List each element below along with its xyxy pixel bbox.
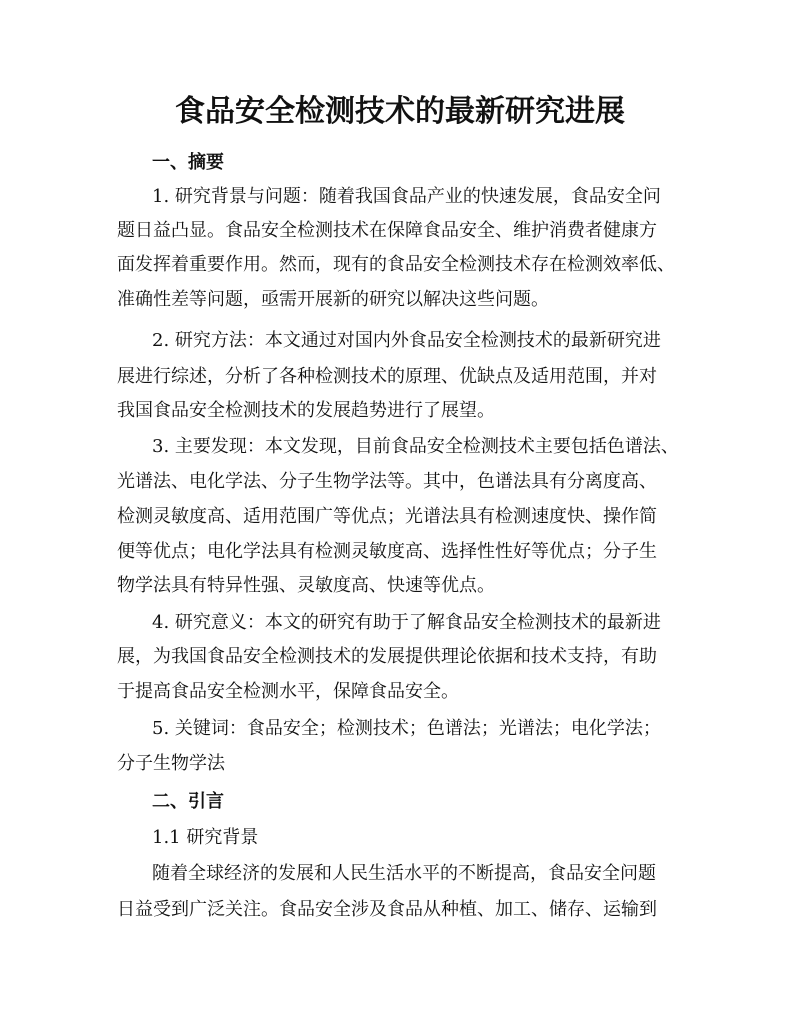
paragraph-line: 随着全球经济的发展和人民生活水平的不断提高，食品安全问题 xyxy=(152,863,656,884)
paragraph-line: 题日益凸显。食品安全检测技术在保障食品安全、维护消费者健康方 xyxy=(117,220,657,241)
paragraph-line: 便等优点；电化学法具有检测灵敏度高、选择性性好等优点；分子生 xyxy=(117,541,657,562)
subsection-heading: 1.1 研究背景 xyxy=(152,827,259,848)
section-heading-introduction: 二、引言 xyxy=(152,791,224,812)
paragraph-line: 检测灵敏度高、适用范围广等优点；光谱法具有检测速度快、操作简 xyxy=(117,506,657,527)
paragraph-line: 日益受到广泛关注。食品安全涉及食品从种植、加工、储存、运输到 xyxy=(117,899,657,920)
paragraph-line: 面发挥着重要作用。然而，现有的食品安全检测技术存在检测效率低、 xyxy=(117,254,675,275)
paragraph-line: 准确性差等问题，亟需开展新的研究以解决这些问题。 xyxy=(117,289,549,310)
paragraph-line: 1. 研究背景与问题：随着我国食品产业的快速发展，食品安全问 xyxy=(152,186,661,207)
paragraph-line: 展，为我国食品安全检测技术的发展提供理论依据和技术支持，有助 xyxy=(117,646,657,667)
paragraph-line: 分子生物学法 xyxy=(117,753,225,774)
section-heading-abstract: 一、摘要 xyxy=(152,152,224,173)
paragraph-line: 5. 关键词：食品安全；检测技术；色谱法；光谱法；电化学法； xyxy=(152,718,661,739)
paragraph-line: 3. 主要发现：本文发现，目前食品安全检测技术主要包括色谱法、 xyxy=(152,436,679,457)
paragraph-line: 物学法具有特异性强、灵敏度高、快速等优点。 xyxy=(117,575,495,596)
paragraph-line: 2. 研究方法：本文通过对国内外食品安全检测技术的最新研究进 xyxy=(152,330,661,351)
paragraph-line: 展进行综述，分析了各种检测技术的原理、优缺点及适用范围，并对 xyxy=(117,366,657,387)
paragraph-line: 于提高食品安全检测水平，保障食品安全。 xyxy=(117,681,459,702)
document-title: 食品安全检测技术的最新研究进展 xyxy=(175,94,625,129)
paragraph-line: 4. 研究意义：本文的研究有助于了解食品安全检测技术的最新进 xyxy=(152,612,661,633)
paragraph-line: 光谱法、电化学法、分子生物学法等。其中，色谱法具有分离度高、 xyxy=(117,471,657,492)
paragraph-line: 我国食品安全检测技术的发展趋势进行了展望。 xyxy=(117,400,495,421)
